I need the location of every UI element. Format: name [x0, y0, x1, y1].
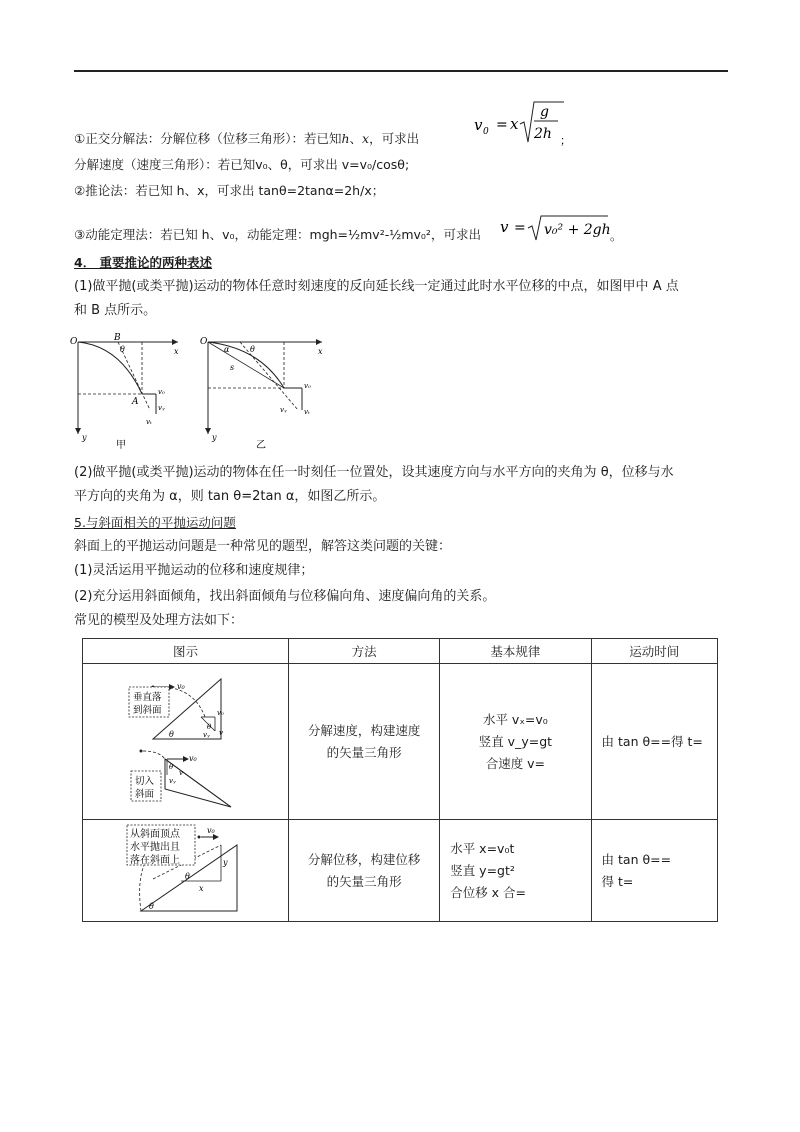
svg-text:水平抛出且: 水平抛出且	[130, 841, 180, 853]
svg-text:=: =	[496, 117, 508, 133]
svg-text:v₀: v₀	[177, 681, 185, 691]
svg-text:v: v	[219, 728, 223, 737]
table-cell-rules: 水平 vₓ=v₀ 竖直 v_y=gt 合速度 v=	[440, 664, 591, 820]
svg-text:。: 。	[610, 229, 623, 243]
section5-item2: (2)充分运用斜面倾角，找出斜面倾角与位移偏向角、速度偏向角的关系。	[74, 589, 496, 604]
figure-velocity-models	[83, 665, 288, 819]
svg-text:v₀: v₀	[189, 753, 197, 763]
svg-text:θ: θ	[185, 871, 190, 881]
svg-text:斜面: 斜面	[135, 788, 155, 800]
table-header: 运动时间	[591, 639, 717, 664]
figure-jia	[70, 330, 186, 450]
svg-text:2h: 2h	[534, 126, 552, 142]
svg-text:落在斜面上: 落在斜面上	[130, 854, 180, 866]
svg-text:B: B	[114, 333, 121, 343]
method3-line: ③动能定理法：若已知 h、v₀，动能定理：mgh=½mv²-½mv₀²，可求出	[74, 227, 481, 242]
svg-text:A: A	[132, 397, 139, 407]
figure-yi	[200, 330, 330, 450]
svg-text:y: y	[212, 433, 217, 442]
svg-text:vᵧ: vᵧ	[158, 404, 165, 412]
svg-text:v₀: v₀	[304, 382, 311, 390]
svg-text:α: α	[224, 345, 230, 354]
svg-text:乙: 乙	[256, 440, 266, 451]
method1-line1: ①正交分解法：分解位移（位移三角形）：若已知h、x，可求出	[74, 131, 420, 146]
svg-text:x: x	[174, 347, 179, 356]
svg-text:θ: θ	[250, 345, 255, 354]
section5-intro: 斜面上的平抛运动问题是一种常见的题型，解答这类问题的关键：	[74, 539, 452, 554]
svg-text:v₀: v₀	[158, 388, 165, 396]
svg-text:从斜面顶点: 从斜面顶点	[130, 828, 180, 840]
section4-p1b: 和 B 点所示。	[74, 303, 157, 318]
section5-item1: (1)灵活运用平抛运动的位移和速度规律；	[74, 563, 314, 578]
svg-text:vᵧ: vᵧ	[203, 730, 210, 739]
svg-text:到斜面: 到斜面	[133, 704, 162, 716]
svg-text:y: y	[82, 433, 87, 442]
svg-text:s: s	[230, 363, 235, 372]
svg-text:v₀: v₀	[217, 708, 224, 717]
table-cell-method: 分解速度，构建速度 的矢量三角形	[289, 664, 440, 820]
svg-text:x: x	[199, 883, 204, 893]
svg-text:θ: θ	[169, 762, 174, 771]
section4-p1a: (1)做平抛(或类平抛)运动的物体任意时刻速度的反向延长线一定通过此时水平位移的中点，如图甲中 A 点	[74, 279, 679, 294]
svg-text:x: x	[318, 347, 323, 356]
svg-text:vₜ: vₜ	[304, 408, 310, 416]
svg-text:；: ；	[560, 134, 571, 147]
svg-text:vₜ: vₜ	[146, 418, 152, 426]
svg-text:θ: θ	[120, 345, 125, 354]
svg-text:y: y	[223, 857, 228, 867]
svg-text:v: v	[179, 768, 183, 777]
table-header: 方法	[289, 639, 440, 664]
table-cell-time: 由 tan θ==得 t=	[591, 664, 717, 820]
header-rule	[74, 70, 728, 72]
svg-text:O: O	[200, 337, 208, 347]
svg-text:切入: 切入	[135, 775, 155, 787]
formula-v	[496, 210, 626, 246]
table-row	[83, 664, 718, 820]
section4-p2b: 平方向的夹角为 α，则 tan θ=2tan α，如图乙所示。	[74, 489, 386, 504]
method1-line2: 分解速度（速度三角形）：若已知v₀、θ，可求出 v=v₀/cosθ;	[74, 157, 410, 172]
svg-text:θ: θ	[149, 901, 154, 911]
svg-text:垂直落: 垂直落	[133, 691, 162, 703]
svg-text:O: O	[70, 337, 78, 347]
section5-models: 常见的模型及处理方法如下：	[74, 613, 244, 628]
section4-p2a: (2)做平抛(或类平抛)运动的物体在任一时刻任一位置处，设其速度方向与水平方向的夹角为 θ，位移与水	[74, 465, 674, 480]
svg-text:g: g	[540, 104, 549, 120]
svg-text:v: v	[474, 116, 483, 134]
svg-text:甲: 甲	[116, 440, 126, 451]
table-cell-time: 由 tan θ== 得 t=	[591, 820, 717, 922]
svg-text:θ: θ	[169, 729, 174, 739]
table-cell-rules: 水平 x=v₀t 竖直 y=gt² 合位移 x 合=	[440, 820, 591, 922]
section5-heading: 5.与斜面相关的平抛运动问题	[74, 515, 236, 530]
table-cell-figure	[83, 664, 289, 820]
svg-text:v₀² + 2gh: v₀² + 2gh	[544, 222, 611, 238]
svg-text:vᵧ: vᵧ	[169, 776, 176, 785]
formula-v0	[468, 96, 571, 152]
method2-line: ②推论法：若已知 h、x，可求出 tanθ=2tanα=2h/x；	[74, 183, 385, 198]
svg-text:=: =	[514, 220, 526, 236]
table-cell-method: 分解位移，构建位移 的矢量三角形	[289, 820, 440, 922]
svg-text:v: v	[500, 218, 509, 236]
table-cell-figure	[83, 820, 289, 922]
svg-text:x: x	[510, 115, 519, 133]
svg-text:0: 0	[483, 127, 489, 137]
section4-heading: 4． 重要推论的两种表述	[74, 255, 213, 270]
svg-text:vᵧ: vᵧ	[280, 406, 287, 414]
figure-displacement-model	[83, 821, 288, 921]
table-row	[83, 820, 718, 922]
table-header-row	[83, 639, 718, 664]
svg-text:v₀: v₀	[207, 825, 215, 835]
models-table	[82, 638, 718, 922]
table-header: 基本规律	[440, 639, 591, 664]
svg-text:θ: θ	[207, 722, 212, 731]
table-header: 图示	[83, 639, 289, 664]
